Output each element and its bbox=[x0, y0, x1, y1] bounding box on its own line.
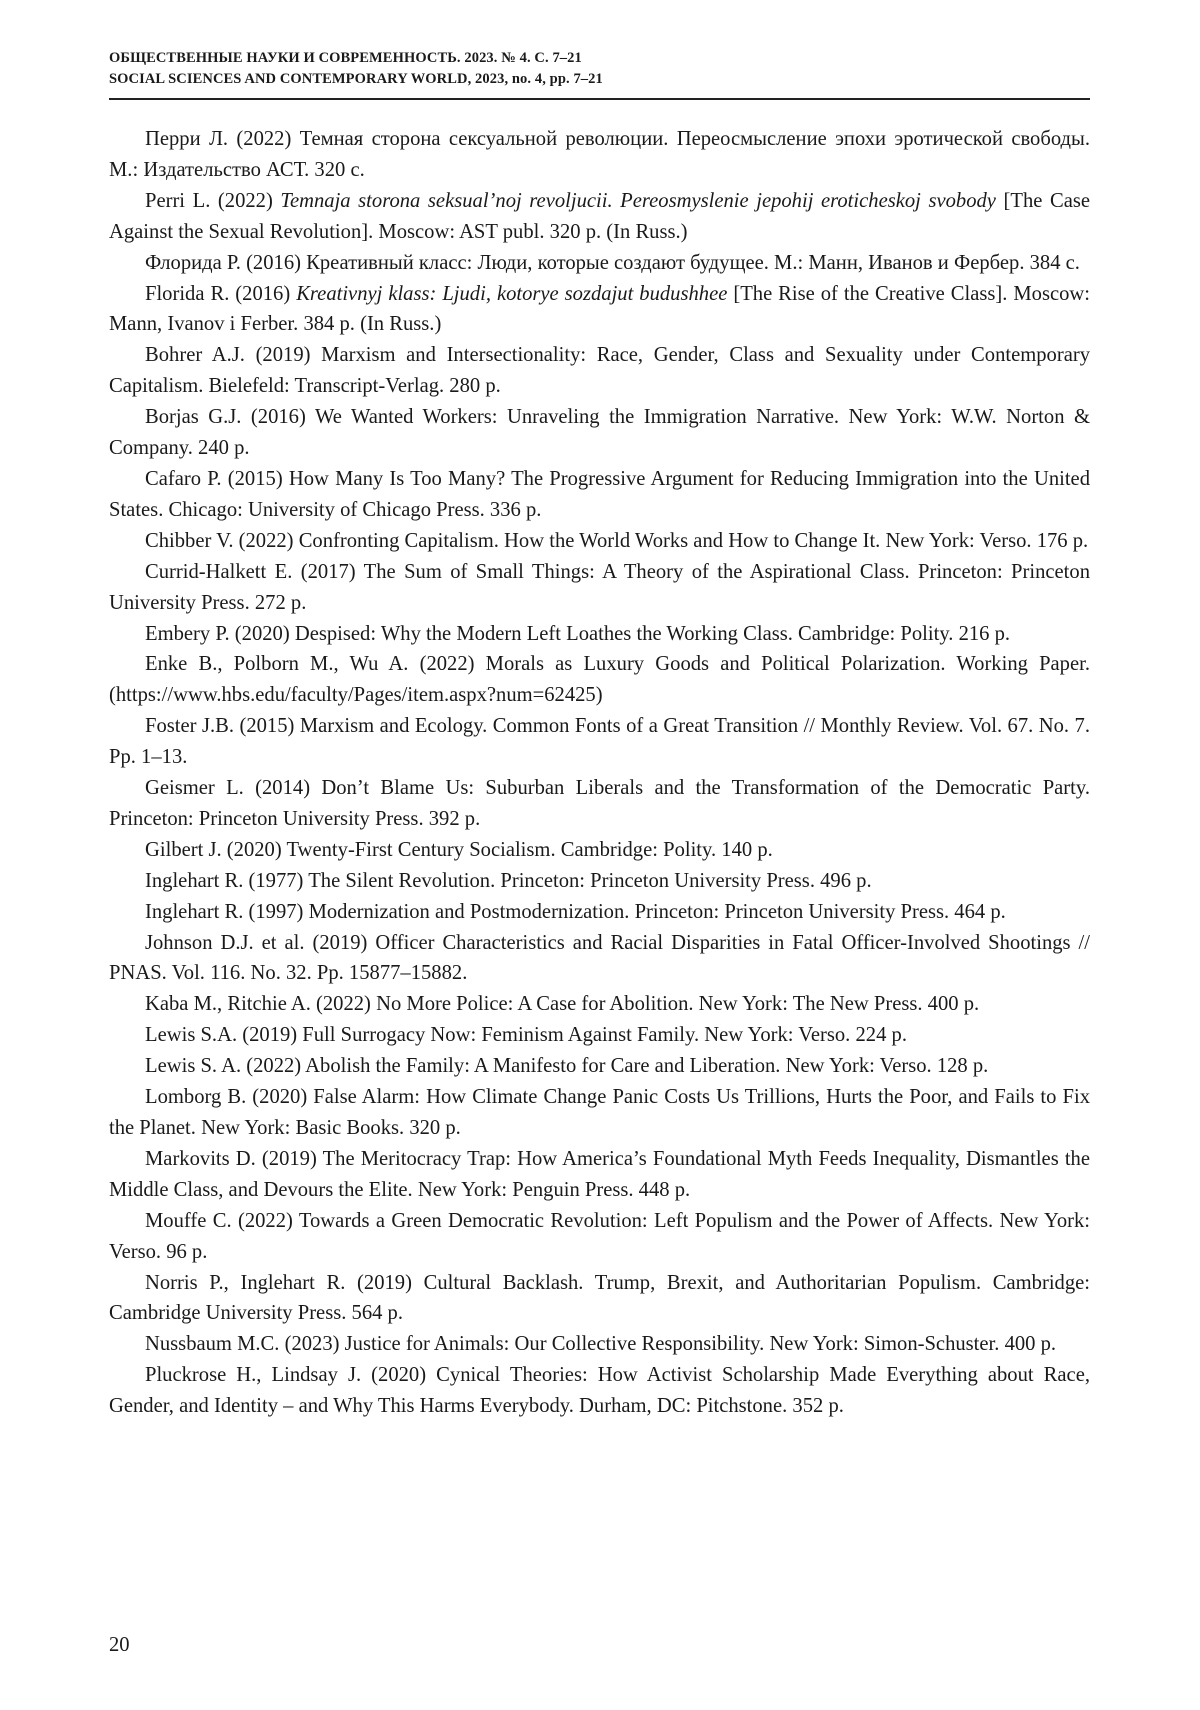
reference-text: Enke B., Polborn M., Wu A. (2022) Morals as Luxury Goods and Political Polarization. Working Paper. (https://www.hbs.edu/faculty/Pages/item.aspx?num=62425) bbox=[109, 653, 1090, 707]
reference-text: Pluckrose H., Lindsay J. (2020) Cynical Theories: How Activist Scholarship Made Everything about Race, Gender, and Identity – and Why This Harms Everybody. Durham, DC: Pitchstone. 352 p. bbox=[109, 1364, 1090, 1418]
reference-entry bbox=[109, 1020, 1090, 1051]
reference-text: Chibber V. (2022) Confronting Capitalism. How the World Works and How to Change It. New York: Verso. 176 p. bbox=[145, 529, 1089, 552]
reference-entry bbox=[109, 1144, 1090, 1206]
reference-entry bbox=[109, 526, 1090, 557]
reference-entry bbox=[109, 248, 1090, 279]
reference-entry bbox=[109, 1051, 1090, 1082]
reference-text: Cafaro P. (2015) How Many Is Too Many? The Progressive Argument for Reducing Immigration into the United States. Chicago: University of Chicago Press. 336 p. bbox=[109, 467, 1090, 521]
reference-entry bbox=[109, 340, 1090, 402]
reference-entry bbox=[109, 649, 1090, 711]
reference-entry bbox=[109, 928, 1090, 990]
page-number: 20 bbox=[109, 1634, 130, 1656]
running-head-english: SOCIAL SCIENCES AND CONTEMPORARY WORLD, 2023, no. 4, pp. 7–21 bbox=[109, 71, 603, 87]
reference-text: Markovits D. (2019) The Meritocracy Trap: How America’s Foundational Myth Feeds Inequality, Dismantles the Middle Class, and Devours the Elite. New York: Penguin Press. 448 p. bbox=[109, 1147, 1090, 1201]
reference-text: Currid-Halkett E. (2017) The Sum of Small Things: A Theory of the Aspirational Class. Princeton: Princeton University Press. 272 p. bbox=[109, 560, 1090, 614]
reference-text: Perri L. (2022) bbox=[145, 189, 281, 212]
reference-entry bbox=[109, 557, 1090, 619]
reference-title-italic: Temnaja storona seksual’noj revoljucii. Pereosmyslenie jepohij eroticheskoj svobody bbox=[280, 189, 996, 212]
reference-entry bbox=[109, 773, 1090, 835]
reference-text: Lomborg B. (2020) False Alarm: How Climate Change Panic Costs Us Trillions, Hurts the Poor, and Fails to Fix the Planet. New York: Basic Books. 320 p. bbox=[109, 1086, 1090, 1139]
reference-text: Geismer L. (2014) Don’t Blame Us: Suburban Liberals and the Transformation of the Democratic Party. Princeton: Princeton University Press. 392 p. bbox=[109, 777, 1090, 830]
reference-entry bbox=[109, 989, 1090, 1020]
reference-text: Bohrer A.J. (2019) Marxism and Intersectionality: Race, Gender, Class and Sexuality under Contemporary Capitalism. Bielefeld: Transcript-Verlag. 280 p. bbox=[109, 344, 1090, 398]
reference-text-tail: [The Case Against the Sexual Revolution]. Moscow: AST publ. 320 p. (In Russ.) bbox=[109, 189, 1091, 243]
reference-text: Mouffe C. (2022) Towards a Green Democratic Revolution: Left Populism and the Power of Affects. New York: Verso. 96 p. bbox=[109, 1209, 1090, 1263]
reference-text: Florida R. (2016) bbox=[145, 282, 297, 305]
reference-entry bbox=[109, 402, 1090, 464]
reference-text: Foster J.B. (2015) Marxism and Ecology. Common Fonts of a Great Transition // Monthly Review. Vol. 67. No. 7. Pp. 1–13. bbox=[109, 715, 1090, 769]
reference-entry bbox=[109, 186, 1090, 248]
reference-text: Johnson D.J. et al. (2019) Officer Characteristics and Racial Disparities in Fatal Officer-Involved Shootings // PNAS. Vol. 116. No. 32. Pp. 15877–15882. bbox=[109, 931, 1090, 985]
reference-text: Embery P. (2020) Despised: Why the Modern Left Loathes the Working Class. Cambridge: Polity. 216 p. bbox=[145, 622, 1011, 645]
reference-text: Перри Л. (2022) Темная сторона сексуальной революции. Переосмысление эпохи эротической свободы. М.: Издательство АСТ. 320 с. bbox=[109, 128, 1090, 181]
reference-title-italic: Kreativnyj klass: Ljudi, kotorye sozdajut budushhee bbox=[296, 282, 728, 305]
reference-text: Lewis S. A. (2022) Abolish the Family: A Manifesto for Care and Liberation. New York: Verso. 128 p. bbox=[145, 1055, 989, 1078]
running-head-russian: ОБЩЕСТВЕННЫЕ НАУКИ И СОВРЕМЕННОСТЬ. 2023. № 4. С. 7–21 bbox=[109, 50, 582, 66]
reference-text: Nussbaum M.C. (2023) Justice for Animals: Our Collective Responsibility. New York: Simon-Schuster. 400 p. bbox=[145, 1333, 1057, 1356]
reference-entry bbox=[109, 1268, 1090, 1330]
reference-entry bbox=[109, 866, 1090, 897]
reference-text: Флорида Р. (2016) Креативный класс: Люди, которые создают будущее. М.: Манн, Иванов и Фербер. 384 с. bbox=[145, 251, 1080, 274]
reference-entry bbox=[109, 897, 1090, 928]
reference-entry bbox=[109, 619, 1090, 650]
reference-entry bbox=[109, 464, 1090, 526]
reference-text: Norris P., Inglehart R. (2019) Cultural Backlash. Trump, Brexit, and Authoritarian Populism. Cambridge: Cambridge University Press. 564 p. bbox=[109, 1271, 1090, 1325]
reference-entry bbox=[109, 279, 1090, 341]
reference-text: Borjas G.J. (2016) We Wanted Workers: Unraveling the Immigration Narrative. New York: W.W. Norton & Company. 240 p. bbox=[109, 406, 1090, 460]
reference-text-tail: [The Rise of the Creative Class]. Moscow: Mann, Ivanov i Ferber. 384 p. (In Russ.) bbox=[109, 282, 1090, 336]
reference-text: Kaba M., Ritchie A. (2022) No More Police: A Case for Abolition. New York: The New Press. 400 p. bbox=[145, 993, 980, 1016]
reference-text: Gilbert J. (2020) Twenty-First Century Socialism. Cambridge: Polity. 140 p. bbox=[145, 838, 773, 861]
reference-text: Inglehart R. (1977) The Silent Revolution. Princeton: Princeton University Press. 496 p. bbox=[145, 869, 872, 892]
reference-list bbox=[109, 124, 1090, 1422]
reference-entry bbox=[109, 1360, 1090, 1422]
reference-entry bbox=[109, 1329, 1090, 1360]
reference-entry bbox=[109, 1082, 1090, 1144]
reference-text: Inglehart R. (1997) Modernization and Postmodernization. Princeton: Princeton University Press. 464 p. bbox=[145, 900, 1006, 923]
reference-entry bbox=[109, 1206, 1090, 1268]
running-head bbox=[109, 48, 1090, 100]
reference-entry bbox=[109, 835, 1090, 866]
reference-text: Lewis S.A. (2019) Full Surrogacy Now: Feminism Against Family. New York: Verso. 224 p. bbox=[145, 1024, 907, 1047]
reference-entry bbox=[109, 124, 1090, 186]
reference-entry bbox=[109, 711, 1090, 773]
